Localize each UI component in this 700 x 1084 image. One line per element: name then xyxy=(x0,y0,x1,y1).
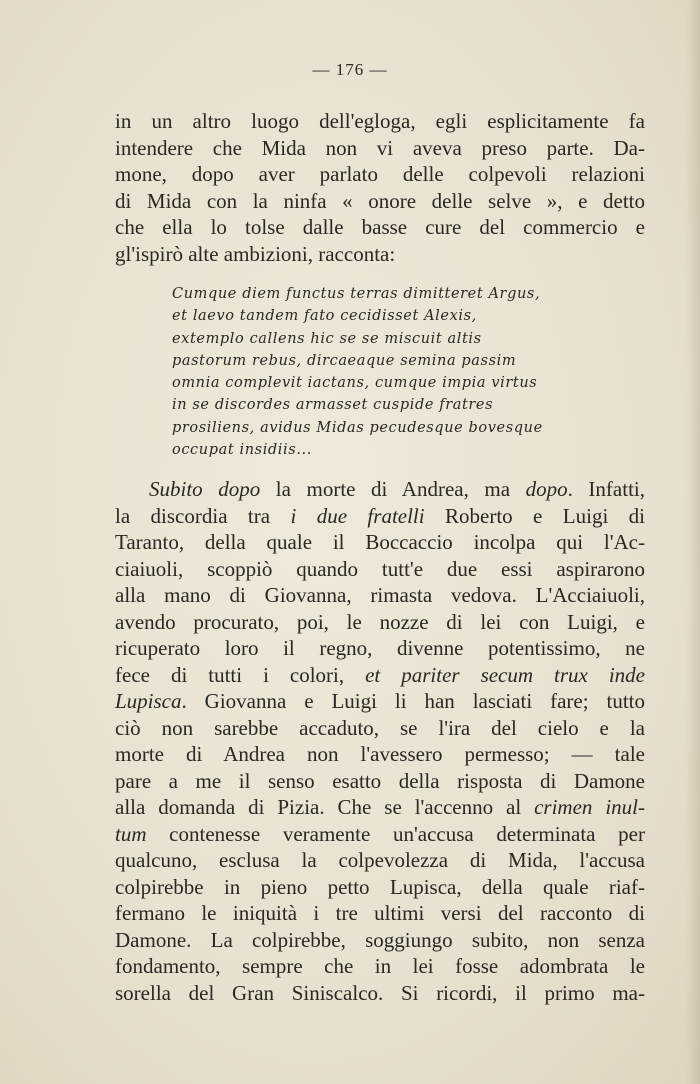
quote-line: extemplo callens hic se se miscuit altis xyxy=(172,330,482,347)
text-line: fermano le iniquità i tre ultimi versi del racconto di xyxy=(115,901,645,925)
text-run: . Infatti, xyxy=(567,477,645,501)
text-line: intendere che Mida non vi aveva preso parte. Da- xyxy=(115,135,645,160)
text-line xyxy=(115,688,645,715)
text-run: Roberto e Luigi di xyxy=(424,503,646,528)
quote-line: in se discordes armasset cuspide fratres xyxy=(172,397,494,414)
text-line xyxy=(115,794,645,821)
italic-phrase: crimen inul- xyxy=(534,795,645,819)
text-run: fece di tutti i colori, xyxy=(115,662,366,687)
paragraph-2 xyxy=(115,476,645,1006)
text-run: la morte di Andrea, ma xyxy=(260,477,526,501)
page-number: — 176 — xyxy=(312,60,388,79)
text-run: . Giovanna e Luigi li han lasciati fare; tutto xyxy=(181,689,645,713)
text-line: avendo procurato, poi, le nozze di lei con Luigi, e xyxy=(115,609,645,634)
text-line: gl'ispirò alte ambizioni, racconta: xyxy=(115,241,396,266)
text-line: ciò non sarebbe accaduto, se l'ira del cielo e la xyxy=(115,715,645,740)
italic-phrase: tum xyxy=(115,821,147,846)
text-line: in un altro luogo dell'egloga, egli esplicitamente fa xyxy=(115,109,645,133)
text-line: pare a me il senso esatto della risposta di Damone xyxy=(115,768,645,793)
quote-line: omnia complevit iactans, cumque impia virtus xyxy=(172,375,538,392)
text-run: alla domanda di Pizia. Che se l'accenno al xyxy=(115,795,522,819)
text-line: morte di Andrea non l'avessero permesso; — tale xyxy=(115,742,645,766)
text-line: ciaiuoli, scoppiò quando tutt'e due essi aspirarono xyxy=(115,556,645,581)
italic-phrase: et pariter secum trux inde xyxy=(365,662,645,687)
text-line: Damone. La colpirebbe, soggiungo subito, non senza xyxy=(115,927,645,952)
italic-phrase: Subito dopo xyxy=(149,477,261,501)
text-line: ricuperato loro il regno, divenne potentissimo, ne xyxy=(115,636,645,660)
quote-line: et laevo tandem fato cecidisset Alexis, xyxy=(172,308,477,325)
text-line: di Mida con la ninfa « onore delle selve », e detto xyxy=(115,188,645,213)
quote-line: prosiliens, avidus Midas pecudesque bovesque xyxy=(172,419,543,436)
text-line: fondamento, sempre che in lei fosse adombrata le xyxy=(115,954,645,978)
italic-phrase: Lupisca xyxy=(115,689,182,713)
text-line xyxy=(115,662,645,689)
paragraph-1 xyxy=(115,108,645,267)
text-line: Taranto, della quale il Boccaccio incolpa qui l'Ac- xyxy=(115,530,645,554)
italic-phrase: i due fratelli xyxy=(290,503,425,528)
text-line xyxy=(115,503,645,530)
text-line: sorella del Gran Siniscalco. Si ricordi, il primo ma- xyxy=(115,980,645,1005)
text-line xyxy=(115,821,645,848)
text-line: che ella lo tolse dalle basse cure del commercio e xyxy=(115,215,645,239)
text-line: colpirebbe in pieno petto Lupisca, della quale riaf- xyxy=(115,874,645,899)
quote-line: pastorum rebus, dircaeaque semina passim xyxy=(172,352,517,369)
italic-phrase: dopo xyxy=(525,477,568,501)
latin-quotation xyxy=(172,283,592,461)
text-line: qualcuno, esclusa la colpevolezza di Mida, l'accusa xyxy=(115,848,645,872)
text-line: alla mano di Giovanna, rimasta vedova. L'Acciaiuoli, xyxy=(115,583,645,607)
quote-line: Cumque diem functus terras dimitteret Argus, xyxy=(172,286,541,302)
text-line xyxy=(115,476,645,503)
text-run: la discordia tra xyxy=(115,503,291,528)
quote-line: occupat insidiis... xyxy=(172,442,312,459)
text-run: contenesse veramente un'accusa determinata per xyxy=(146,821,645,846)
page-edge-shadow xyxy=(686,0,700,1084)
text-line: mone, dopo aver parlato delle colpevoli relazioni xyxy=(115,162,645,186)
